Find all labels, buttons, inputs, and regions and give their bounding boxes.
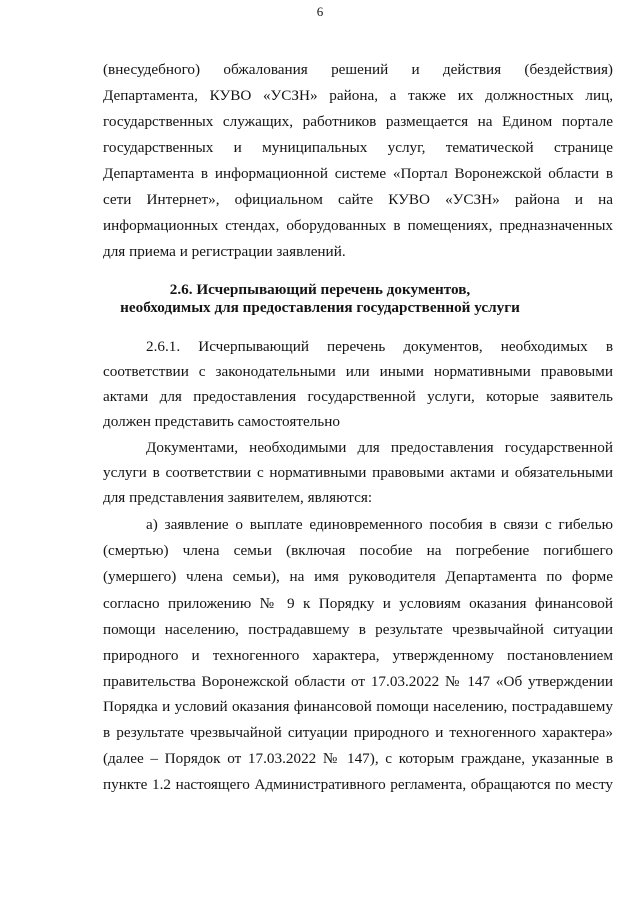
text-line: (далее – Порядок от 17.03.2022 № 147), с которым граждане, указанные в xyxy=(103,750,613,767)
text-line: соответствии с законодательными или иными нормативными правовыми xyxy=(103,363,613,380)
text-line: для приема и регистрации заявлений. xyxy=(103,243,346,260)
text-line: должен представить самостоятельно xyxy=(103,413,340,430)
text-line: сети Интернет», официальном сайте КУВО «УСЗН» района и на xyxy=(103,191,613,208)
text-line: (внесудебного) обжалования решений и действия (бездействия) xyxy=(103,61,613,78)
page-number: 6 xyxy=(316,4,324,19)
text-line: информационных стендах, оборудованных в помещениях, предназначенных xyxy=(103,217,613,234)
text-line: правительства Воронежской области от 17.03.2022 № 147 «Об утверждении xyxy=(103,673,613,690)
text-line: Документами, необходимыми для предоставления государственной xyxy=(146,439,613,456)
text-line: Департамента, КУВО «УСЗН» района, а также их должностных лиц, xyxy=(103,87,613,104)
text-line: актами для предоставления государственной услуги, которые заявитель xyxy=(103,388,613,405)
text-line: помощи населению, пострадавшему в результате чрезвычайной ситуации xyxy=(103,621,613,638)
section-heading: необходимых для предоставления государственной услуги xyxy=(120,299,520,316)
text-line: Порядка и условий оказания финансовой помощи населению, пострадавшему xyxy=(103,698,613,715)
text-line: (умершего) члена семьи), на имя руководителя Департамента по форме xyxy=(103,568,613,585)
text-line: услуги в соответствии с нормативными правовыми актами и обязательными xyxy=(103,464,613,481)
text-line: 2.6.1. Исчерпывающий перечень документов, необходимых в xyxy=(146,338,613,355)
text-line: государственных и муниципальных услуг, тематической странице xyxy=(103,139,613,156)
text-line: в результате чрезвычайной ситуации природного и техногенного характера» xyxy=(103,724,613,741)
text-line: природного и техногенного характера, утвержденному постановлением xyxy=(103,647,613,664)
text-line: для представления заявителем, являются: xyxy=(103,489,373,506)
section-heading: 2.6. Исчерпывающий перечень документов, xyxy=(169,281,471,298)
text-line: (смертью) члена семьи (включая пособие на погребение погибшего xyxy=(103,542,613,559)
text-line: а) заявление о выплате единовременного пособия в связи с гибелью xyxy=(146,516,613,533)
text-line: согласно приложению № 9 к Порядку и условиям оказания финансовой xyxy=(103,595,613,612)
text-line: государственных служащих, работников размещается на Едином портале xyxy=(103,113,613,130)
text-line: пункте 1.2 настоящего Административного регламента, обращаются по месту xyxy=(103,776,613,793)
text-line: Департамента в информационной системе «Портал Воронежской области в xyxy=(103,165,613,182)
